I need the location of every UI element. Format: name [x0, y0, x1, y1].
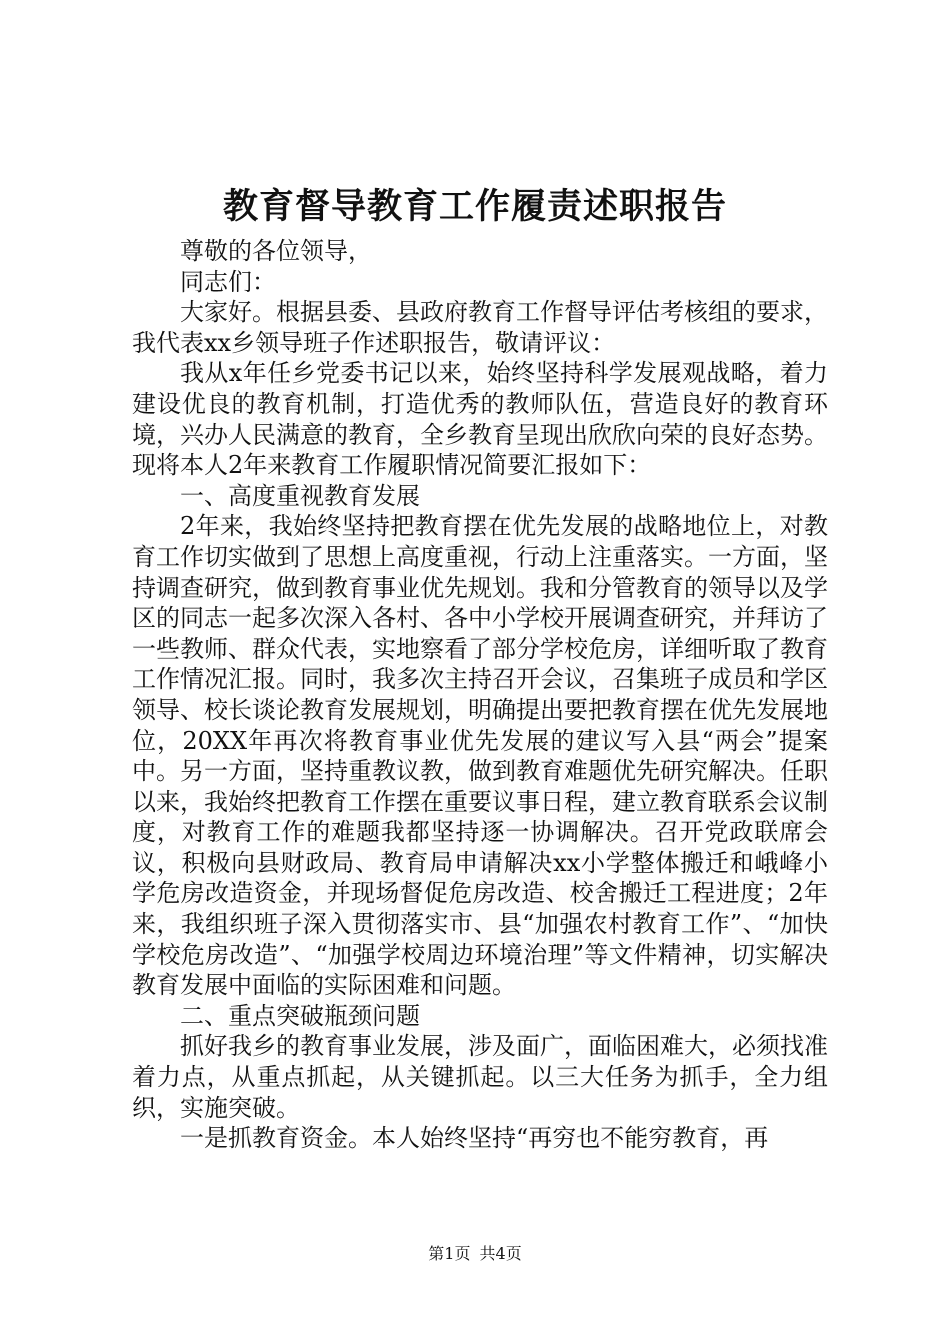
section-heading: 二、重点突破瓶颈问题 [180, 1001, 420, 1030]
salutation-paragraph: 同志们： [180, 267, 276, 296]
body-paragraph: 我从x年任乡党委书记以来，始终坚持科学发展观战略，着力建设优良的教育机制，打造优秀的教师队伍，营造良好的教育环境，兴办人民满意的教育，全乡教育呈现出欣欣向荣的良好态势。现将本人2年来教育工作履职情况简要汇报如下： [132, 359, 828, 480]
document-title: 教育督导教育工作履责述职报告 [222, 186, 727, 227]
salutation-paragraph: 尊敬的各位领导， [180, 237, 372, 265]
body-paragraph: 大家好。根据县委、县政府教育工作督导评估考核组的要求，我代表xx乡领导班子作述职报告，敬请评议： [132, 298, 828, 357]
section-heading: 一、高度重视教育发展 [180, 481, 420, 510]
body-paragraph: 抓好我乡的教育事业发展，涉及面广，面临困难大，必须找准着力点，从重点抓起，从关键抓起。以三大任务为抓手，全力组织，实施突破。 [132, 1032, 828, 1122]
body-paragraph: 2年来，我始终坚持把教育摆在优先发展的战略地位上，对教育工作切实做到了思想上高度重视，行动上注重落实。一方面，坚持调查研究，做到教育事业优先规划。我和分管教育的领导以及学区的同志一起多次深入各村、各中小学校开展调查研究，并拜访了一些教师、群众代表，实地察看了部分学校危房，详细听取了教育工作情况汇报。同时，我多次主持召开会议，召集班子成员和学区领导、校长谈论教育发展规划，明确提出要把教育摆在优先发展地位，20XX年再次将教育事业优先发展的建议写入县“两会”提案中。另一方面，坚持重教议教，做到教育难题优先研究解决。任职以来，我始终把教育工作摆在重要议事日程，建立教育联系会议制度，对教育工作的难题我都坚持逐一协调解决。召开党政联席会议，积极向县财政局、教育局申请解决xx小学整体搬迁和峨峰小学危房改造资金，并现场督促危房改造、校舍搬迁工程进度；2年来，我组织班子深入贯彻落实市、县“加强农村教育工作”、“加快学校危房改造”、“加强学校周边环境治理”等文件精神，切实解决教育发展中面临的实际困难和问题。 [132, 512, 828, 1000]
page-number: 第1页 [428, 1244, 471, 1263]
page-footer [0, 1243, 950, 1265]
body-paragraph: 一是抓教育资金。本人始终坚持“再穷也不能穷教育，再 [180, 1124, 769, 1153]
document-body [132, 236, 828, 1154]
page-total: 共4页 [479, 1244, 522, 1263]
